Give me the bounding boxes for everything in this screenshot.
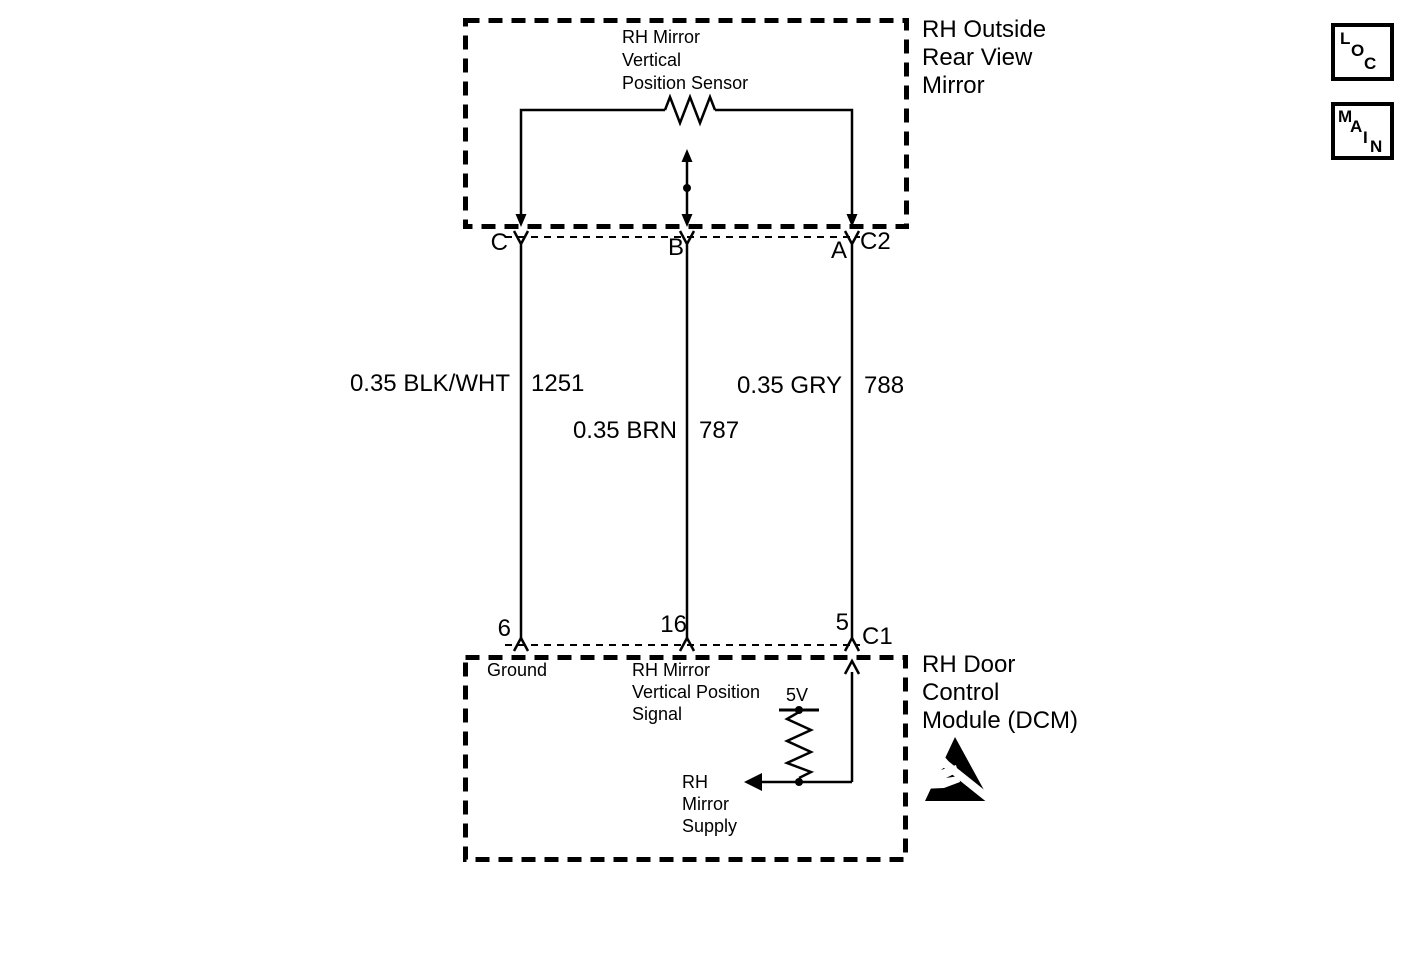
loc-button[interactable]	[1331, 23, 1394, 81]
signal-label-line: Signal	[632, 704, 683, 724]
ground-label: Ground	[487, 660, 548, 680]
pin-label-6: 6	[497, 615, 511, 642]
dcm-box-label	[922, 651, 1078, 735]
connector-label-c2: C2	[860, 228, 891, 255]
pin-label-5: 5	[835, 609, 849, 636]
loc-button-letter: O	[1351, 41, 1365, 60]
wire-circuit-787: 787	[699, 417, 740, 444]
wire-spec-blk-wht: 0.35 BLK/WHT	[349, 370, 510, 397]
mirror-box-label	[922, 16, 1046, 100]
signal-label-line: RH Mirror	[632, 660, 710, 680]
esd-sensitive-icon	[921, 737, 998, 806]
pin-label-b: B	[667, 234, 684, 261]
supply-label-line: RH	[682, 772, 708, 792]
dcm-box-label-line: Module (DCM)	[922, 707, 1079, 734]
loc-button-letter: C	[1364, 54, 1377, 73]
wiper-up-arrowhead	[682, 149, 693, 162]
main-button-letter: M	[1338, 107, 1353, 126]
sensor-label-line: Vertical	[622, 50, 682, 70]
main-button-letter: I	[1363, 128, 1368, 147]
supply-label-line: Supply	[682, 816, 738, 836]
supply-label	[682, 771, 737, 837]
pin-label-a: A	[830, 237, 847, 264]
sensor-label-line: Position Sensor	[622, 73, 749, 93]
pullup-5v-symbol	[779, 706, 819, 786]
connector-label-c1: C1	[862, 623, 893, 650]
potentiometer-symbol	[516, 97, 858, 227]
resistor-zigzag-horizontal	[665, 97, 715, 123]
supply-label-line: Mirror	[682, 794, 729, 814]
connector-c1-symbol	[505, 638, 860, 651]
wire-spec-brn: 0.35 BRN	[572, 417, 677, 444]
wire-circuit-1251: 1251	[531, 370, 585, 397]
wire-circuit-788: 788	[864, 372, 905, 399]
pin-glyph-a	[845, 231, 859, 258]
mirror-box-label-line: Mirror	[922, 72, 985, 99]
wire-spec-gry: 0.35 GRY	[737, 372, 842, 399]
main-button[interactable]	[1331, 102, 1394, 160]
mirror-box-label-line: RH Outside	[922, 16, 1047, 43]
main-button-letter: N	[1370, 137, 1383, 156]
dcm-box-label-line: Control	[922, 679, 1000, 706]
signal-label-line: Vertical Position	[632, 682, 761, 702]
supply-left-arrowhead	[744, 773, 762, 791]
wiper-dot	[683, 184, 691, 192]
signal-label	[632, 659, 760, 725]
main-button-letter: A	[1350, 117, 1363, 136]
sensor-label-line: RH Mirror	[622, 27, 700, 47]
resistor-zigzag-vertical	[787, 712, 811, 778]
dcm-box-label-line: RH Door	[922, 651, 1016, 678]
voltage-label: 5V	[786, 685, 809, 705]
pin-label-16: 16	[660, 611, 687, 638]
pin-glyph-5	[845, 638, 859, 651]
mirror-box-label-line: Rear View	[922, 44, 1033, 71]
loc-button-letter: L	[1340, 29, 1351, 48]
pin-label-c: C	[490, 229, 508, 256]
sensor-label	[622, 26, 748, 95]
pin-glyph-c	[514, 231, 528, 258]
